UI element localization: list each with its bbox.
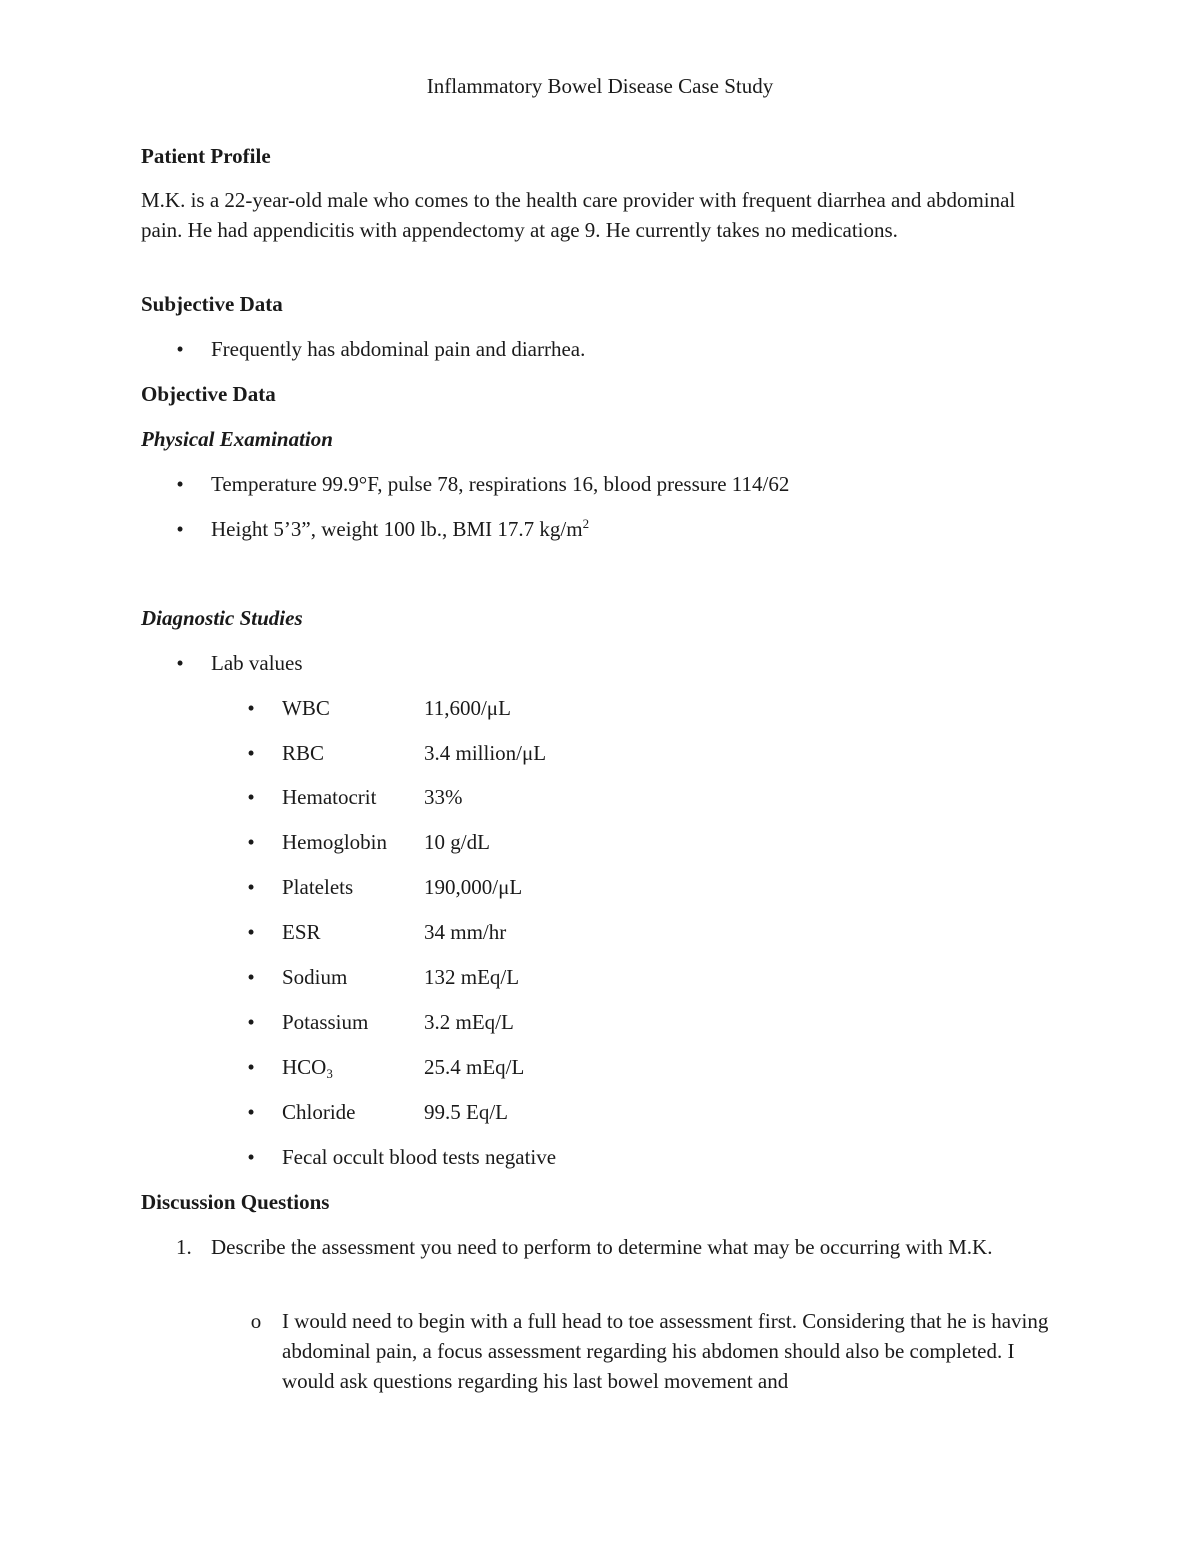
lab-name: WBC [282,696,330,720]
anthropometrics-main: Height 5’3”, weight 100 lb., BMI 17.7 kg/m [211,517,583,541]
list-item [0,334,1200,364]
bullet-icon: • [247,965,255,989]
lab-value: 25.4 mEq/L [424,1055,525,1079]
lab-value: 3.2 mEq/L [424,1010,514,1034]
subjective-data-heading: Subjective Data [141,292,283,316]
question-item [176,1232,1056,1292]
bullet-icon: • [247,920,255,944]
lab-name: RBC [282,741,325,765]
lab-value: 3.4 million/μL [424,741,547,765]
lab-name: Chloride [282,1100,356,1124]
lab-row [0,917,1200,947]
lab-row [0,962,1200,992]
bullet-icon: • [247,875,255,899]
hollow-bullet-icon: o [250,1309,262,1333]
objective-data-heading: Objective Data [141,382,276,406]
bullet-icon: • [247,1100,255,1124]
fecal-occult-text: Fecal occult blood tests negative [282,1145,557,1169]
bullet-icon: • [176,517,184,541]
bmi-superscript: 2 [582,516,590,531]
bullet-icon: • [247,1010,255,1034]
lab-name-main: HCO [282,1055,327,1079]
subjective-item: Frequently has abdominal pain and diarrhea. [211,337,586,361]
answer-item [246,1306,1066,1396]
physical-examination-heading: Physical Examination [141,427,333,451]
lab-value: 10 g/dL [424,830,490,854]
lab-name: ESR [282,920,321,944]
question-text: Describe the assessment you need to perform to determine what may be occurring with M.K. [211,1235,993,1259]
lab-row [0,693,1200,723]
lab-value: 132 mEq/L [424,965,520,989]
question-number: 1. [176,1235,192,1259]
patient-profile-heading: Patient Profile [141,144,271,168]
lab-value: 34 mm/hr [424,920,507,944]
bullet-icon: • [176,337,184,361]
lab-row [0,782,1200,812]
lab-name: Hematocrit [282,785,377,809]
lab-values-heading: Lab values [211,651,303,675]
lab-row [0,1097,1200,1127]
lab-value: 11,600/μL [424,696,511,720]
bullet-icon: • [176,651,184,675]
document-title: Inflammatory Bowel Disease Case Study [426,74,774,98]
lab-row [0,738,1200,768]
lab-row [0,1052,1200,1082]
lab-row [0,1007,1200,1037]
lab-name: Sodium [282,965,348,989]
bullet-icon: • [247,1145,255,1169]
lab-name-subscript: 3 [326,1066,333,1081]
lab-name: Platelets [282,875,354,899]
bullet-icon: • [176,472,184,496]
bullet-icon: • [247,1055,255,1079]
answer-text: I would need to begin with a full head to toe assessment first. Considering that he is having abdominal pain, a focus assessment regarding his abdomen should also be completed. I would ask questions regarding his last bowel movement and [282,1309,1049,1393]
lab-row [0,1142,1200,1172]
lab-value: 99.5 Eq/L [424,1100,508,1124]
diagnostic-studies-heading: Diagnostic Studies [141,606,303,630]
lab-row [0,827,1200,857]
lab-name [282,1052,333,1082]
lab-value: 190,000/μL [424,875,523,899]
anthropometrics-text [211,514,589,544]
patient-profile-text: M.K. is a 22-year-old male who comes to the health care provider with frequent diarrhea and abdominal pain. He had appendicitis with appendectomy at age 9. He currently takes no medications. [141,188,1016,242]
bullet-icon: • [247,741,255,765]
lab-name: Hemoglobin [282,830,387,854]
list-item [0,648,1200,678]
list-item [0,514,1200,544]
bullet-icon: • [247,785,255,809]
bullet-icon: • [247,696,255,720]
lab-name: Potassium [282,1010,369,1034]
discussion-questions-heading: Discussion Questions [141,1190,330,1214]
lab-value: 33% [424,785,463,809]
vitals-text: Temperature 99.9°F, pulse 78, respirations 16, blood pressure 114/62 [211,472,790,496]
lab-row [0,872,1200,902]
list-item [0,469,1200,499]
bullet-icon: • [247,830,255,854]
